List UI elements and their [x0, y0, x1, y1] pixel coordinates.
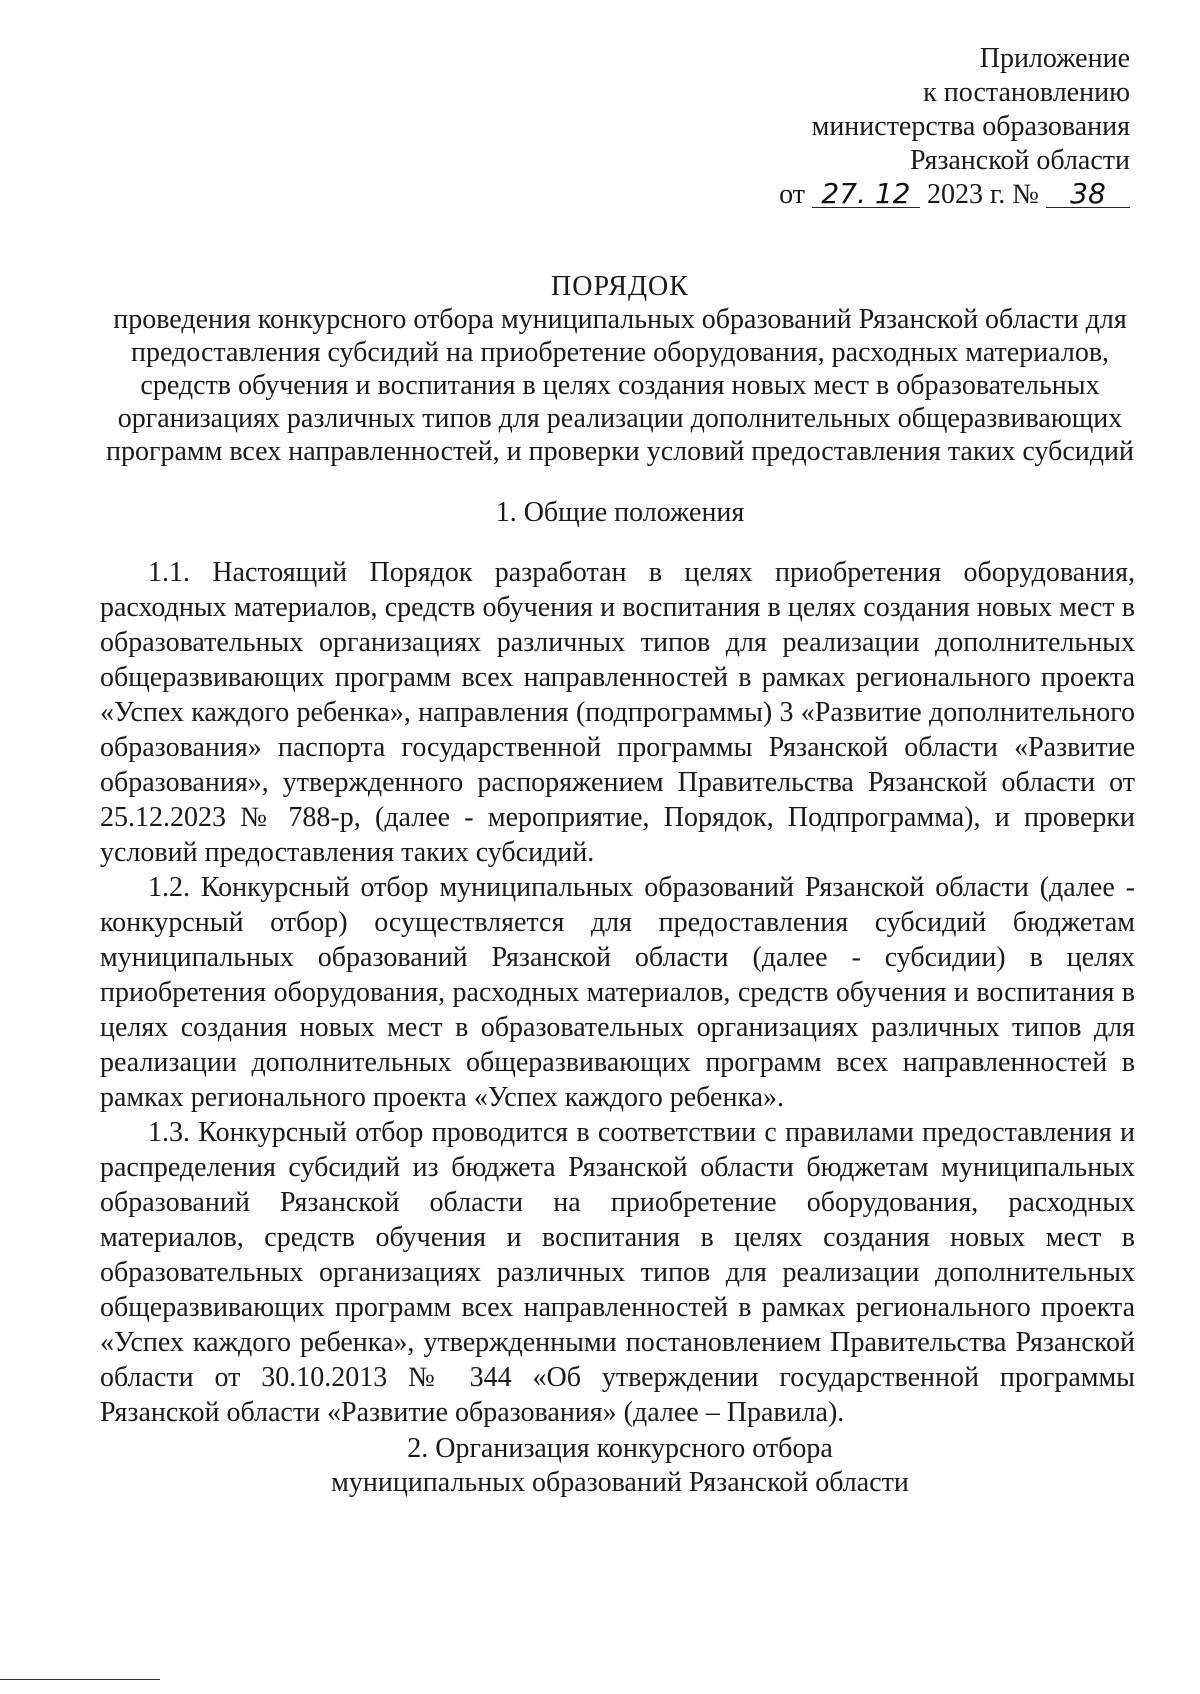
- approval-line-1: Приложение: [979, 43, 1130, 74]
- approval-block: [779, 42, 1130, 212]
- section-1-body: [100, 555, 1135, 1430]
- approval-line-2: к постановлению: [923, 77, 1130, 108]
- approval-line-3: министерства образования: [811, 111, 1130, 142]
- date-suffix: 2023 г. №: [926, 179, 1039, 210]
- paragraph-1-3: 1.3. Конкурсный отбор проводится в соответствии с правилами предоставления и распределения субсидий из бюджета Рязанской области бюджетам муниципальных образований Рязанской области на приобретение оборудования, расходных материалов, средств обучения и воспитания в целях создания новых мест в образовательных организациях различных типов для реализации дополнительных общеразвивающих программ всех направленностей в рамках регионального проекта «Успех каждого ребенка», утвержденными постановлением Правительства Рязанской области от 30.10.2013 № 344 «Об утверждении государственной программы Рязанской области «Развитие образования» (далее – Правила).: [100, 1117, 1135, 1428]
- section-1-heading: 1. Общие положения: [495, 497, 745, 528]
- section-2-heading-line-2: муниципальных образований Рязанской области: [331, 1467, 909, 1498]
- date-prefix: от: [779, 179, 805, 210]
- section-2-heading: [100, 1432, 1140, 1500]
- document-title: ПОРЯДОК: [551, 271, 689, 302]
- section-2-heading-line-1: 2. Организация конкурсного отбора: [407, 1433, 833, 1464]
- paragraph-1-1: 1.1. Настоящий Порядок разработан в целях приобретения оборудования, расходных материалов, средств обучения и воспитания в целях создания новых мест в образовательных организациях различных типов для реализации дополнительных общеразвивающих программ всех направленностей в рамках регионального проекта «Успех каждого ребенка», направления (подпрограммы) 3 «Развитие дополнительного образования» паспорта государственной программы Рязанской области «Развитие образования», утвержденного распоряжением Правительства Рязанской области от 25.12.2023 № 788-р, (далее - мероприятие, Порядок, Подпрограмма), и проверки условий предоставления таких субсидий.: [100, 557, 1135, 868]
- approval-line-4: Рязанской области: [909, 145, 1130, 176]
- document-title-block: [100, 270, 1140, 468]
- approval-date-line: [779, 178, 1130, 212]
- handwritten-number: 38: [1046, 181, 1130, 208]
- handwritten-date: 27. 12: [812, 181, 920, 208]
- paragraph-1-2: 1.2. Конкурсный отбор муниципальных образований Рязанской области (далее - конкурсный отбор) осуществляется для предоставления субсидий бюджетам муниципальных образований Рязанской области (далее - субсидии) в целях приобретения оборудования, расходных материалов, средств обучения и воспитания в целях создания новых мест в образовательных организациях различных типов для реализации дополнительных общеразвивающих программ всех направленностей в рамках регионального проекта «Успех каждого ребенка».: [100, 872, 1135, 1113]
- bottom-rule: [0, 1679, 160, 1680]
- document-subtitle: проведения конкурсного отбора муниципальных образований Рязанской области для предоставления субсидий на приобретение оборудования, расходных материалов, средств обучения и воспитания в целях создания новых мест в образовательных организациях различных типов для реализации дополнительных общеразвивающих программ всех направленностей, и проверки условий предоставления таких субсидий: [106, 304, 1134, 467]
